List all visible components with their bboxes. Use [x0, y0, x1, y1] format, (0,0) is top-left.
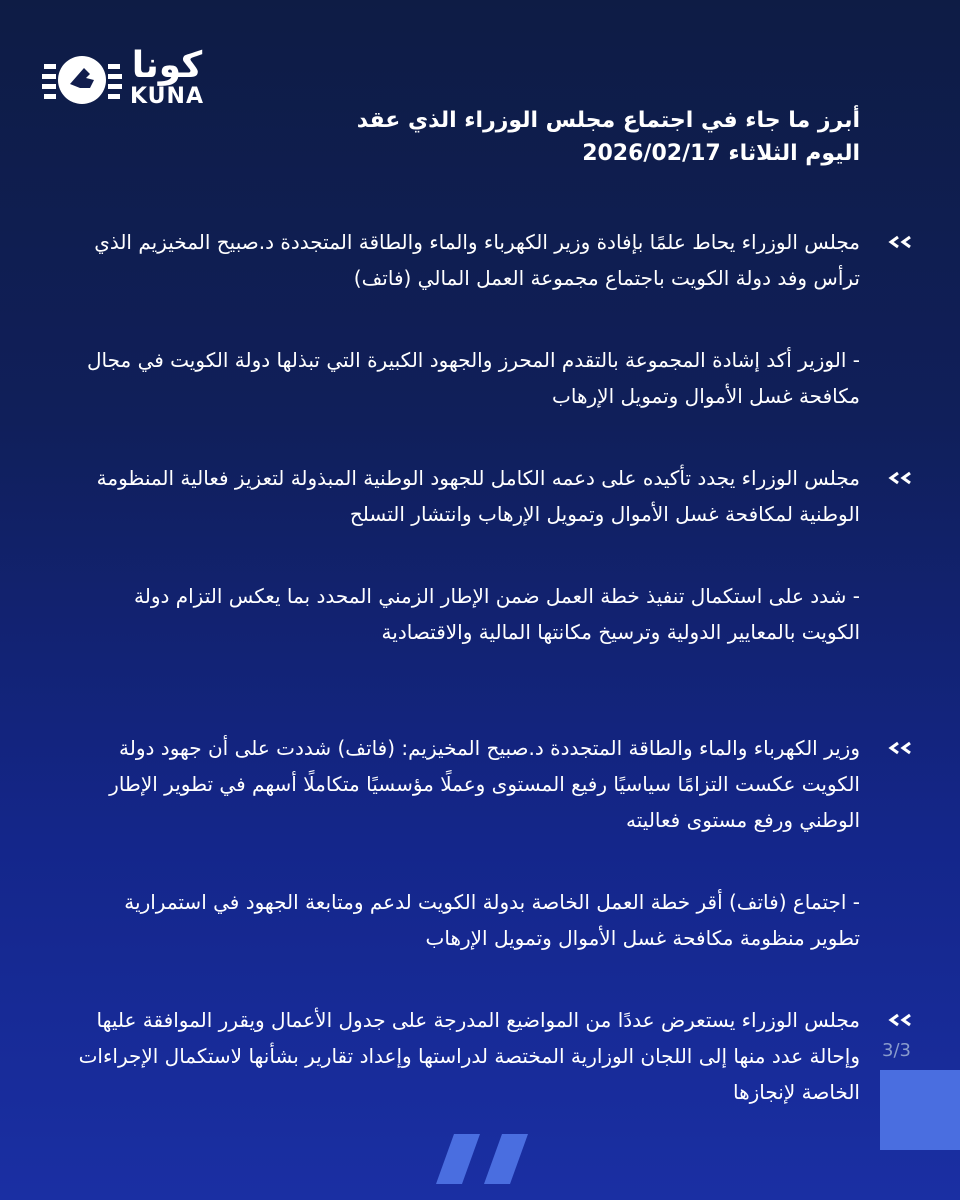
logo-arabic-text: كونا: [131, 45, 203, 86]
kuna-logo: [40, 44, 204, 116]
quote-mark-icon: [436, 1134, 528, 1184]
double-chevron-icon: [884, 1012, 914, 1028]
kuna-logo-icon: [40, 44, 124, 116]
news-item-text: وزير الكهرباء والماء والطاقة المتجددة د.صبيح المخيزيم: (فاتف) شددت على أن جهود دولة الكويت عكست التزامًا سياسيًا رفيع المستوى وعملًا مؤسسيًا متكاملًا أسهم في تطوير الإطار الوطني ورفع مستوى فعاليته: [109, 736, 860, 832]
news-sub-item-text: - الوزير أكد إشادة المجموعة بالتقدم المحرز والجهود الكبيرة التي تبذلها دولة الكويت في مجال مكافحة غسل الأموال وتمويل الإرهاب: [86, 348, 860, 408]
news-sub-item-1: [70, 342, 860, 414]
double-chevron-icon: [884, 234, 914, 250]
title-line-1: أبرز ما جاء في اجتماع مجلس الوزراء الذي عقد: [356, 108, 860, 133]
news-item-text: مجلس الوزراء يحاط علمًا بإفادة وزير الكهرباء والماء والطاقة المتجددة د.صبيح المخيزيم الذي ترأس وفد دولة الكويت باجتماع مجموعة العمل المالي (فاتف): [94, 230, 860, 290]
logo-english-text: KUNA: [130, 84, 204, 109]
logo-text: [130, 45, 204, 109]
news-sub-item-text: - شدد على استكمال تنفيذ خطة العمل ضمن الإطار الزمني المحدد بما يعكس التزام دولة الكويت بالمعايير الدولية وترسيخ مكانتها المالية والاقتصادية: [134, 584, 860, 644]
title-line-2: اليوم الثلاثاء 2026/02/17: [582, 141, 860, 166]
news-items: [70, 224, 860, 1156]
page-number: 3/3: [882, 1040, 911, 1061]
news-item-text: مجلس الوزراء يستعرض عددًا من المواضيع المدرجة على جدول الأعمال ويقرر الموافقة عليها وإحالة عدد منها إلى اللجان الوزارية المختصة لدراستها وإعداد تقارير بشأنها لاستكمال الإجراءات الخاصة لإنجازها: [78, 1008, 860, 1104]
news-item-2: [70, 460, 860, 532]
news-sub-item-text: - اجتماع (فاتف) أقر خطة العمل الخاصة بدولة الكويت لدعم ومتابعة الجهود في استمرارية تطوير منظومة مكافحة غسل الأموال وتمويل الإرهاب: [124, 890, 860, 950]
news-sub-item-2: [70, 578, 860, 650]
corner-square-decoration: [880, 1070, 960, 1150]
news-item-text: مجلس الوزراء يجدد تأكيده على دعمه الكامل للجهود الوطنية المبذولة لتعزيز فعالية المنظومة الوطنية لمكافحة غسل الأموال وتمويل الإرهاب وانتشار التسلح: [96, 466, 860, 526]
news-item-4: [70, 1002, 860, 1110]
news-item-1: [70, 224, 860, 296]
double-chevron-icon: [884, 740, 914, 756]
page-title: [300, 104, 860, 170]
news-item-3: [70, 730, 860, 838]
double-chevron-icon: [884, 470, 914, 486]
news-sub-item-3: [70, 884, 860, 956]
